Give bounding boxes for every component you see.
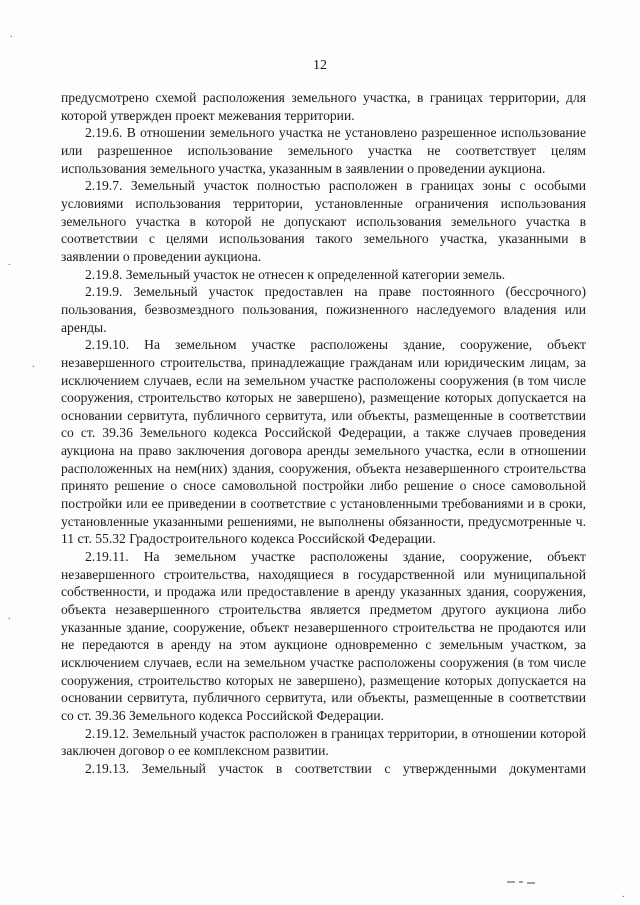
scan-speck: . xyxy=(32,359,35,370)
scan-mark xyxy=(507,880,537,884)
paragraph-continuation: предусмотрено схемой расположения земельного участка, в границах территории, для которой утвержден проект межевания территории. xyxy=(61,90,586,123)
page-number: 12 xyxy=(313,58,327,73)
paragraph-2-19-10: 2.19.10. На земельном участке расположены здание, сооружение, объект незавершенного строительства, принадлежащие гражданам или юридическим лицам, за исключением случаев, если на земельном участке расположены сооружения (в том числе сооружения, строительство которых не завершено), размещение которых допускается на основании сервитута, публичного сервитута, или объекты, размещенные в соответствии со ст. 39.36 Земельного кодекса Российской Федерации, а также случаев проведения аукциона на право заключения договора аренды земельного участка, если в отношении расположенных на нем(них) здания, сооружения, объекта незавершенного строительства принято решение о сносе самовольной постройки либо решение о сносе самовольной постройки или ее приведении в соответствие с установленными требованиями и в сроки, установленные указанными решениями, не выполнены обязанности, предусмотренные ч. 11 ст. 55.32 Градостроительного кодекса Российской Федерации. xyxy=(61,337,586,547)
paragraph-2-19-8: 2.19.8. Земельный участок не отнесен к определенной категории земель. xyxy=(85,266,506,282)
scan-speck: . xyxy=(622,889,625,900)
paragraph-2-19-6: 2.19.6. В отношении земельного участка не установлено разрешенное использование или разрешенное использование земельного участка не соответствует целям использования земельного участка, указанным в заявлении о проведении аукциона. xyxy=(61,125,586,176)
scan-speck: . xyxy=(8,257,11,268)
paragraph-2-19-13: 2.19.13. Земельный участок в соответствии с утвержденными документами xyxy=(85,760,586,776)
paragraph-2-19-9: 2.19.9. Земельный участок предоставлен на праве постоянного (бессрочного) пользования, безвозмездного пользования, пожизненного наследуемого владения или аренды. xyxy=(61,284,586,335)
paragraph-2-19-11: 2.19.11. На земельном участке расположены здание, сооружение, объект незавершенного строительства, находящиеся в государственной или муниципальной собственности, и продажа или предоставление в аренду указанных здания, сооружения, объекта незавершенного строительства является предметом другого аукциона либо указанные здание, сооружение, объект незавершенного строительства не продаются или не передаются в аренду на этом аукционе одновременно с земельным участком, за исключением случаев, если на земельном участке расположены сооружения (в том числе сооружения, строительство которых не завершено), размещение которых допускается на основании сервитута, публичного сервитута, или объекты, размещенные в соответствии со ст. 39.36 Земельного кодекса Российской Федерации. xyxy=(61,549,586,723)
document-body xyxy=(61,89,586,778)
scan-speck: . xyxy=(8,611,11,622)
scan-speck: . xyxy=(10,29,13,40)
paragraph-2-19-7: 2.19.7. Земельный участок полностью расположен в границах зоны с особыми условиями использования территории, установленные ограничения использования земельного участка в которой не допускают использования земельного участка в соответствии с целями использования такого земельного участка, указанными в заявлении о проведении аукциона. xyxy=(61,178,586,264)
paragraph-2-19-12: 2.19.12. Земельный участок расположен в границах территории, в отношении которой заключен договор о ее комплексном развитии. xyxy=(61,725,586,759)
